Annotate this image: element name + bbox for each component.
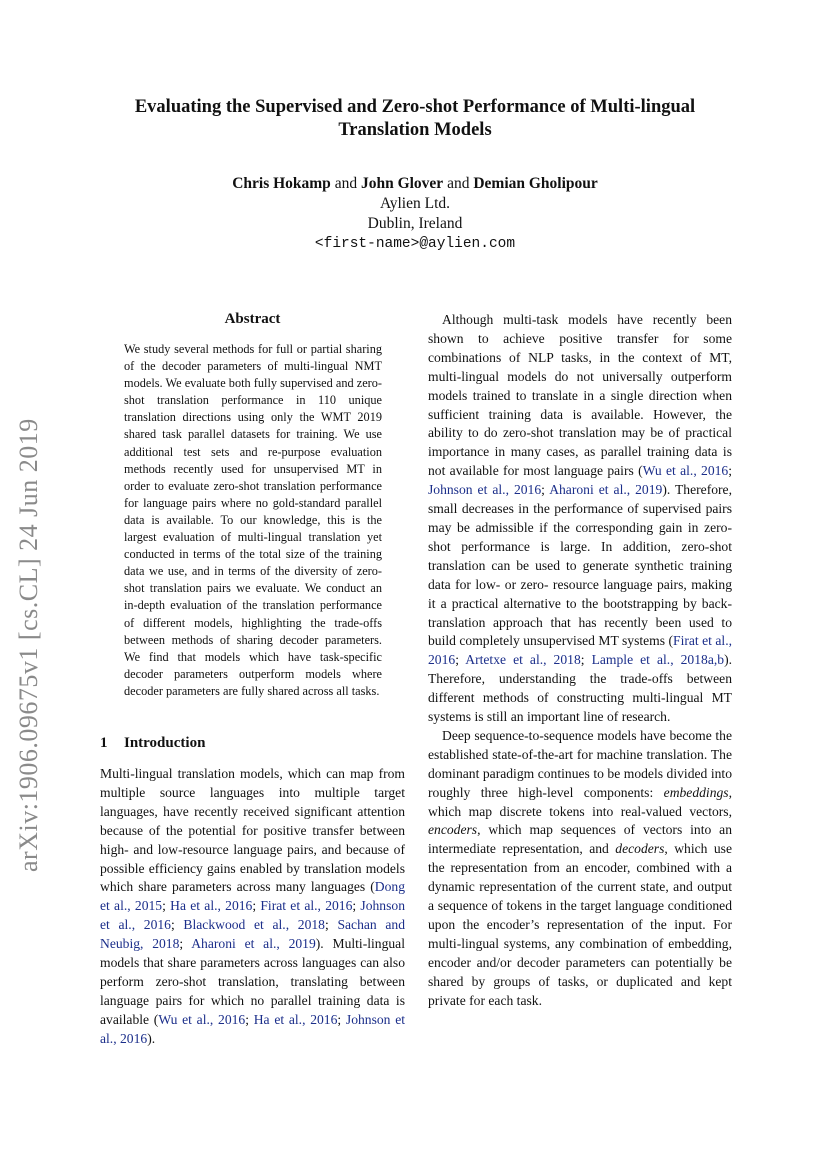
- citation-link[interactable]: Artetxe et al., 2018: [465, 652, 581, 668]
- author-conjunction: and: [447, 175, 470, 192]
- citation-link[interactable]: Firat et al., 2016: [260, 898, 353, 914]
- right-column: [428, 311, 732, 1011]
- abstract-text: We study several methods for full or partial sharing of the decoder parameters of multi-lingual NMT models. We evaluate both fully supervised and zero-shot translation performance in 110 unique translation directions using only the WMT 2019 shared task parallel datasets for training. We use additional test sets and re-purpose evaluation methods recently used for unsupervised MT in order to evaluate zero-shot translation performance for language pairs where no gold-standard parallel data is available. To our knowledge, this is the largest evaluation of multi-lingual translation yet conducted in terms of the total size of the training data we use, and in terms of the diversity of zero-shot translation pairs we evaluate. We conduct an in-depth evaluation of the translation performance of different models, highlighting the trade-offs between methods of sharing decoder parameters. We find that models which have task-specific decoder parameters outperform models where decoder parameters are fully shared across all tasks.: [124, 342, 382, 698]
- separator: ;: [170, 917, 184, 933]
- paragraph-text: , which map discrete tokens into real-valued vectors,: [428, 784, 732, 819]
- author-conjunction: and: [334, 175, 358, 192]
- section-number: 1: [100, 735, 108, 751]
- separator: ;: [580, 652, 592, 668]
- paragraph: [100, 765, 405, 1049]
- citation-link[interactable]: Aharoni et al., 2019: [191, 936, 316, 952]
- email-address: <first-name>@aylien.com: [314, 236, 516, 252]
- paragraph-text: Although multi-task models have recently been shown to achieve positive transfer for some combinations of NLP tasks, in the context of MT, multi-lingual models do not universally outperform models trained to translate in a single direction when sufficient training data is available. However, the ability to do zero-shot translation may be of practical importance in many cases, as parallel training data is not available for most language pairs (: [428, 312, 732, 479]
- section-title: Introduction: [124, 735, 206, 751]
- citation-link[interactable]: Ha et al., 2016: [170, 898, 253, 914]
- separator: ;: [245, 1011, 254, 1027]
- affiliation: Aylien Ltd.: [379, 195, 451, 212]
- separator: ;: [352, 898, 361, 914]
- paragraph-text: , which use the representation from an encoder, combined with a dynamic representation of the current state, and output a sequence of tokens in the target language conditioned upon the encoder’s representation of the input. For multi-lingual systems, any combination of embedding, encoder and/or decoder parameters can potentially be shared by groups of tasks, or duplicated and kept private for each task.: [428, 841, 732, 1008]
- emphasized-term: decoders: [615, 841, 665, 857]
- citation-link[interactable]: Ha et al., 2016: [253, 1011, 338, 1027]
- paragraph-text: ). Multi-lingual models that share parameters across languages can also perform zero-shot translation, translating between language pairs for which no parallel training data is available (: [100, 936, 405, 1027]
- separator: ;: [455, 652, 466, 668]
- paper-title: [95, 96, 735, 142]
- location: Dublin, Ireland: [367, 215, 463, 232]
- paragraph: [428, 311, 732, 727]
- emphasized-term: encoders: [428, 822, 478, 838]
- author-block: [95, 174, 735, 254]
- paragraph-text: Multi-lingual translation models, which can map from multiple source languages into multiple target languages, have recently received significant attention because of the potential for positive transfer between high- and low-resource language pairs, and because of possible efficiency gains enabled by translation models which share parameters across many languages (: [100, 766, 405, 895]
- citation-link[interactable]: Dong et al., 2015: [100, 879, 405, 914]
- author-name: Demian Gholipour: [473, 175, 598, 192]
- author-name: Chris Hokamp: [232, 175, 331, 192]
- citation-link[interactable]: Sachan and Neubig, 2018: [100, 917, 405, 952]
- section-heading: [100, 735, 405, 752]
- paragraph-text: ). Therefore, understanding the trade-offs between different methods of constructing multi-lingual MT systems is still an important line of research.: [428, 652, 732, 725]
- separator: ;: [179, 936, 192, 952]
- paragraph-text: Deep sequence-to-sequence models have become the established state-of-the-art for machine translation. The dominant paradigm continues to be models divided into roughly three high-level components:: [428, 727, 732, 800]
- citation-link[interactable]: Johnson et al., 2016: [100, 1011, 406, 1046]
- citation-link[interactable]: Johnson et al., 2016: [428, 482, 542, 498]
- author-name: John Glover: [360, 175, 444, 192]
- emphasized-term: embeddings: [663, 784, 729, 800]
- separator: ;: [541, 482, 550, 498]
- citation-link[interactable]: Wu et al., 2016: [642, 463, 729, 479]
- citation-link[interactable]: Blackwood et al., 2018: [183, 917, 325, 933]
- citation-link[interactable]: Lample et al., 2018a,b: [591, 652, 725, 668]
- separator: ;: [728, 463, 732, 479]
- separator: ;: [324, 917, 338, 933]
- author-names: [95, 174, 735, 194]
- abstract-heading: Abstract: [224, 311, 281, 327]
- separator: ;: [337, 1011, 346, 1027]
- left-column: [100, 765, 405, 1049]
- citation-link[interactable]: Johnson et al., 2016: [100, 898, 405, 933]
- arxiv-identifier-stamp: arXiv:1906.09675v1 [cs.CL] 24 Jun 2019: [14, 418, 43, 872]
- citation-link[interactable]: Firat et al., 2016: [428, 633, 732, 668]
- citation-link[interactable]: Aharoni et al., 2019: [549, 482, 663, 498]
- title-line-1: Evaluating the Supervised and Zero-shot Performance of Multi-lingual: [134, 97, 696, 117]
- paragraph: [428, 727, 732, 1011]
- citation-link[interactable]: Wu et al., 2016: [158, 1011, 246, 1027]
- paragraph-text: ).: [147, 1030, 156, 1046]
- paragraph-text: ). Therefore, small decreases in the performance of supervised pairs may be admissible if the corresponding gain in zero-shot performance is large. In addition, zero-shot translation can be used to generate synthetic training data for low- or zero- resource language pairs, making it a practical alternative to the bootstrapping by back-translation approach that has recently been used to build completely unsupervised MT systems (: [428, 482, 732, 649]
- title-line-2: Translation Models: [338, 120, 492, 140]
- paragraph-text: , which map sequences of vectors into an intermediate representation, and: [428, 822, 732, 857]
- separator: ;: [162, 898, 171, 914]
- separator: ;: [252, 898, 261, 914]
